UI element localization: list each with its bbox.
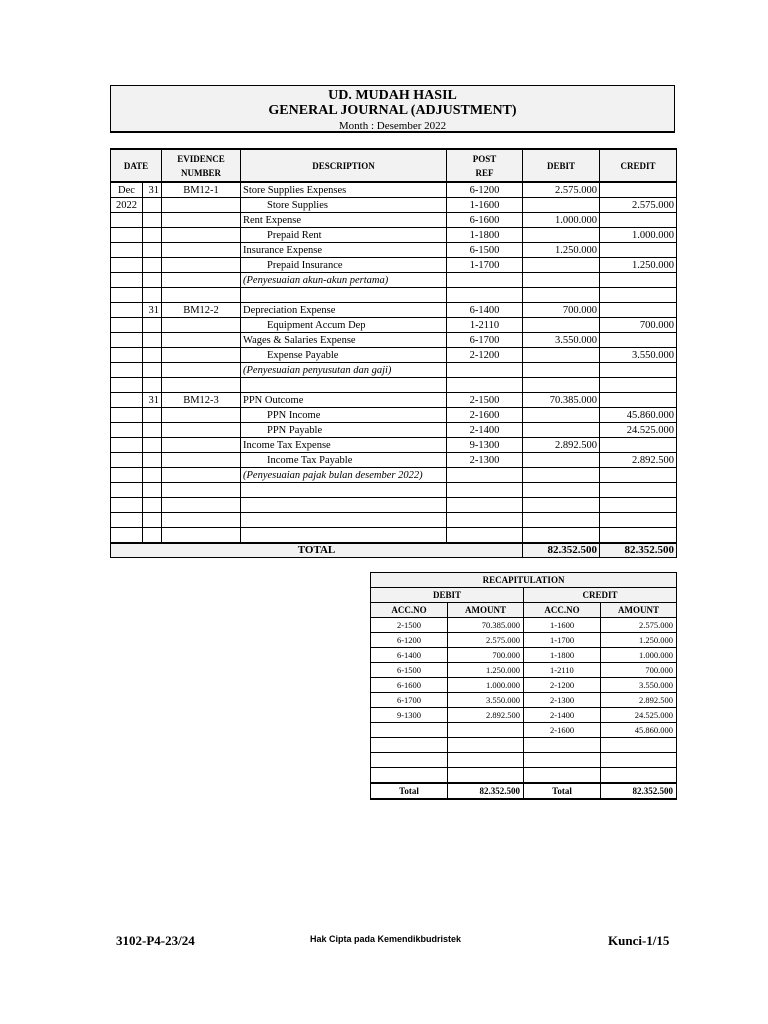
journal-row	[111, 438, 677, 453]
journal-description: Expense Payable	[241, 348, 447, 363]
recap-total-credit: 82.352.500	[601, 783, 677, 799]
journal-post-ref: 6-1400	[447, 303, 523, 318]
journal-credit: 3.550.000	[600, 348, 677, 363]
journal-credit	[600, 513, 677, 528]
journal-debit	[523, 528, 600, 544]
journal-date-month	[111, 228, 143, 243]
recap-debit-acc: 6-1400	[371, 648, 448, 663]
journal-date-month	[111, 333, 143, 348]
journal-description: Equipment Accum Dep	[241, 318, 447, 333]
journal-post-ref: 1-1700	[447, 258, 523, 273]
journal-description: PPN Payable	[241, 423, 447, 438]
journal-evidence	[162, 228, 241, 243]
journal-date-month	[111, 288, 143, 303]
journal-total-row	[111, 543, 677, 558]
journal-description: Insurance Expense	[241, 243, 447, 258]
journal-description	[241, 498, 447, 513]
journal-debit: 3.550.000	[523, 333, 600, 348]
journal-date-day	[143, 363, 162, 378]
journal-credit	[600, 378, 677, 393]
journal-date-month	[111, 453, 143, 468]
journal-evidence	[162, 498, 241, 513]
journal-post-ref	[447, 378, 523, 393]
recap-row	[371, 738, 677, 753]
recap-debit-header: DEBIT	[371, 588, 524, 603]
journal-post-ref: 2-1500	[447, 393, 523, 408]
recap-row	[371, 708, 677, 723]
journal-date-month	[111, 318, 143, 333]
recap-row	[371, 693, 677, 708]
journal-post-ref: 6-1600	[447, 213, 523, 228]
recap-credit-amount: 1.250.000	[601, 633, 677, 648]
recap-row	[371, 618, 677, 633]
journal-description: PPN Outcome	[241, 393, 447, 408]
journal-evidence	[162, 288, 241, 303]
journal-credit: 2.892.500	[600, 453, 677, 468]
journal-credit: 1.000.000	[600, 228, 677, 243]
journal-evidence	[162, 513, 241, 528]
journal-row	[111, 303, 677, 318]
journal-post-ref	[447, 468, 523, 483]
journal-credit	[600, 438, 677, 453]
journal-description: Depreciation Expense	[241, 303, 447, 318]
journal-row	[111, 198, 677, 213]
journal-date-day	[143, 258, 162, 273]
journal-row	[111, 498, 677, 513]
journal-row	[111, 513, 677, 528]
recap-debit-amount: 70.385.000	[448, 618, 524, 633]
journal-description: Store Supplies Expenses	[241, 182, 447, 198]
recap-credit-amount: 2.892.500	[601, 693, 677, 708]
journal-row	[111, 453, 677, 468]
copyright-text: Hak Cipta pada Kemendikbudristek	[310, 934, 462, 944]
recap-credit-acc: 2-1400	[524, 708, 601, 723]
journal-credit: 45.860.000	[600, 408, 677, 423]
journal-credit: 24.525.000	[600, 423, 677, 438]
journal-evidence	[162, 438, 241, 453]
journal-row	[111, 182, 677, 198]
journal-debit: 1.250.000	[523, 243, 600, 258]
journal-date-day	[143, 453, 162, 468]
recap-debit-amount: 2.575.000	[448, 633, 524, 648]
journal-description	[241, 513, 447, 528]
company-name: UD. MUDAH HASIL	[328, 88, 457, 103]
journal-row	[111, 258, 677, 273]
journal-post-ref: 9-1300	[447, 438, 523, 453]
journal-row	[111, 273, 677, 288]
recap-debit-amount-header: AMOUNT	[448, 603, 524, 618]
general-journal-table	[110, 148, 677, 558]
journal-evidence	[162, 348, 241, 363]
journal-date-day	[143, 408, 162, 423]
journal-post-ref: 1-2110	[447, 318, 523, 333]
journal-description	[241, 483, 447, 498]
journal-row	[111, 333, 677, 348]
journal-header	[110, 85, 675, 133]
journal-evidence	[162, 213, 241, 228]
recap-credit-amount: 700.000	[601, 663, 677, 678]
recap-credit-amount	[601, 738, 677, 753]
journal-debit	[523, 453, 600, 468]
recap-credit-amount-header: AMOUNT	[601, 603, 677, 618]
document-code: 3102-P4-23/24	[116, 933, 195, 948]
journal-description: Wages & Salaries Expense	[241, 333, 447, 348]
recap-total-row	[371, 783, 677, 799]
journal-row	[111, 468, 677, 483]
recap-title: RECAPITULATION	[371, 573, 677, 588]
journal-date-day	[143, 348, 162, 363]
journal-date-day	[143, 423, 162, 438]
journal-date-month	[111, 363, 143, 378]
journal-debit	[523, 198, 600, 213]
journal-credit	[600, 213, 677, 228]
journal-evidence	[162, 423, 241, 438]
recap-total-label: Total	[371, 783, 448, 799]
recap-debit-acc: 6-1700	[371, 693, 448, 708]
journal-date-day	[143, 288, 162, 303]
col-date: DATE	[111, 149, 162, 182]
journal-debit: 700.000	[523, 303, 600, 318]
journal-row	[111, 393, 677, 408]
journal-debit	[523, 468, 600, 483]
recap-debit-amount: 2.892.500	[448, 708, 524, 723]
journal-header-row	[111, 149, 677, 182]
recap-credit-amount: 2.575.000	[601, 618, 677, 633]
total-debit: 82.352.500	[523, 543, 600, 558]
recap-row	[371, 663, 677, 678]
recap-debit-amount	[448, 723, 524, 738]
journal-credit	[600, 182, 677, 198]
recap-credit-amount: 3.550.000	[601, 678, 677, 693]
journal-date-month	[111, 408, 143, 423]
journal-month: Month : Desember 2022	[338, 120, 447, 132]
journal-evidence	[162, 408, 241, 423]
journal-description: (Penyesuaian pajak bulan desember 2022)	[241, 468, 447, 483]
recap-credit-acc	[524, 738, 601, 753]
journal-post-ref: 6-1500	[447, 243, 523, 258]
journal-post-ref	[447, 288, 523, 303]
journal-post-ref: 2-1600	[447, 408, 523, 423]
journal-date-day	[143, 273, 162, 288]
col-credit: CREDIT	[600, 149, 677, 182]
journal-post-ref: 6-1200	[447, 182, 523, 198]
journal-credit	[600, 303, 677, 318]
journal-description: Prepaid Insurance	[241, 258, 447, 273]
journal-description	[241, 378, 447, 393]
journal-date-day	[143, 528, 162, 544]
journal-date-day	[143, 513, 162, 528]
journal-date-day	[143, 318, 162, 333]
journal-date-month	[111, 348, 143, 363]
journal-row	[111, 528, 677, 544]
journal-row	[111, 483, 677, 498]
journal-date-month	[111, 243, 143, 258]
journal-debit	[523, 498, 600, 513]
journal-post-ref: 2-1300	[447, 453, 523, 468]
journal-post-ref: 6-1700	[447, 333, 523, 348]
journal-date-day: 31	[143, 393, 162, 408]
journal-evidence	[162, 333, 241, 348]
recap-debit-acc: 6-1200	[371, 633, 448, 648]
journal-date-day: 31	[143, 182, 162, 198]
journal-date-month: Dec	[111, 182, 143, 198]
journal-credit	[600, 288, 677, 303]
journal-post-ref	[447, 483, 523, 498]
journal-debit	[523, 348, 600, 363]
journal-credit	[600, 273, 677, 288]
journal-credit	[600, 468, 677, 483]
journal-evidence	[162, 198, 241, 213]
recap-credit-amount	[601, 768, 677, 784]
journal-row	[111, 213, 677, 228]
journal-debit: 2.892.500	[523, 438, 600, 453]
journal-date-day	[143, 498, 162, 513]
journal-description: PPN Income	[241, 408, 447, 423]
journal-credit	[600, 363, 677, 378]
journal-date-day	[143, 378, 162, 393]
journal-evidence: BM12-1	[162, 182, 241, 198]
recap-debit-acc	[371, 753, 448, 768]
journal-row	[111, 423, 677, 438]
journal-debit	[523, 378, 600, 393]
recap-debit-acc	[371, 738, 448, 753]
journal-credit	[600, 333, 677, 348]
journal-credit	[600, 483, 677, 498]
recap-debit-acc: 9-1300	[371, 708, 448, 723]
recap-credit-acc	[524, 768, 601, 784]
journal-debit	[523, 513, 600, 528]
col-evidence: EVIDENCE NUMBER	[162, 149, 241, 182]
journal-debit	[523, 408, 600, 423]
col-description: DESCRIPTION	[241, 149, 447, 182]
journal-description: Income Tax Expense	[241, 438, 447, 453]
recap-debit-amount: 1.250.000	[448, 663, 524, 678]
recap-row	[371, 723, 677, 738]
journal-credit	[600, 393, 677, 408]
journal-post-ref: 1-1800	[447, 228, 523, 243]
recap-credit-acc: 1-2110	[524, 663, 601, 678]
journal-evidence	[162, 363, 241, 378]
recap-debit-acc	[371, 768, 448, 784]
recap-credit-acc: 1-1600	[524, 618, 601, 633]
recap-credit-amount: 1.000.000	[601, 648, 677, 663]
recap-credit-amount: 45.860.000	[601, 723, 677, 738]
journal-date-month	[111, 483, 143, 498]
recap-total-label: Total	[524, 783, 601, 799]
recap-debit-acc-header: ACC.NO	[371, 603, 448, 618]
journal-date-month	[111, 438, 143, 453]
journal-row	[111, 408, 677, 423]
recap-credit-acc: 1-1700	[524, 633, 601, 648]
recap-credit-acc-header: ACC.NO	[524, 603, 601, 618]
recap-debit-acc: 6-1500	[371, 663, 448, 678]
journal-debit	[523, 483, 600, 498]
journal-row	[111, 228, 677, 243]
journal-description: (Penyesuaian penyusutan dan gaji)	[241, 363, 447, 378]
journal-date-day	[143, 438, 162, 453]
journal-post-ref	[447, 273, 523, 288]
journal-description: (Penyesuaian akun-akun pertama)	[241, 273, 447, 288]
journal-date-day	[143, 243, 162, 258]
journal-row	[111, 243, 677, 258]
journal-post-ref	[447, 498, 523, 513]
journal-date-month	[111, 273, 143, 288]
journal-post-ref	[447, 528, 523, 544]
journal-date-day: 31	[143, 303, 162, 318]
journal-evidence	[162, 318, 241, 333]
journal-row	[111, 378, 677, 393]
journal-debit	[523, 363, 600, 378]
journal-evidence	[162, 378, 241, 393]
col-post-ref: POST REF	[447, 149, 523, 182]
journal-evidence	[162, 528, 241, 544]
journal-debit	[523, 423, 600, 438]
recap-debit-amount	[448, 753, 524, 768]
journal-description: Income Tax Payable	[241, 453, 447, 468]
journal-debit	[523, 288, 600, 303]
journal-evidence	[162, 273, 241, 288]
journal-evidence	[162, 453, 241, 468]
recap-credit-header: CREDIT	[524, 588, 677, 603]
journal-evidence: BM12-2	[162, 303, 241, 318]
journal-row	[111, 348, 677, 363]
journal-title: GENERAL JOURNAL (ADJUSTMENT)	[268, 103, 517, 118]
recap-credit-acc: 1-1800	[524, 648, 601, 663]
journal-date-day	[143, 468, 162, 483]
journal-date-month	[111, 303, 143, 318]
journal-debit: 1.000.000	[523, 213, 600, 228]
journal-date-month	[111, 498, 143, 513]
journal-evidence	[162, 468, 241, 483]
recapitulation-table	[370, 572, 677, 800]
recap-credit-acc: 2-1200	[524, 678, 601, 693]
recap-row	[371, 648, 677, 663]
recap-debit-amount: 1.000.000	[448, 678, 524, 693]
journal-post-ref: 2-1400	[447, 423, 523, 438]
recap-credit-amount: 24.525.000	[601, 708, 677, 723]
journal-date-month	[111, 423, 143, 438]
journal-description: Prepaid Rent	[241, 228, 447, 243]
journal-credit: 1.250.000	[600, 258, 677, 273]
journal-credit: 2.575.000	[600, 198, 677, 213]
journal-credit	[600, 243, 677, 258]
journal-row	[111, 318, 677, 333]
journal-date-day	[143, 213, 162, 228]
recap-debit-acc	[371, 723, 448, 738]
journal-date-month	[111, 378, 143, 393]
journal-description	[241, 288, 447, 303]
total-credit: 82.352.500	[600, 543, 677, 558]
journal-date-month	[111, 393, 143, 408]
journal-debit	[523, 228, 600, 243]
recap-credit-acc	[524, 753, 601, 768]
recap-row	[371, 633, 677, 648]
journal-description: Store Supplies	[241, 198, 447, 213]
recap-debit-amount	[448, 738, 524, 753]
journal-debit: 70.385.000	[523, 393, 600, 408]
journal-description: Rent Expense	[241, 213, 447, 228]
journal-date-month	[111, 468, 143, 483]
journal-post-ref	[447, 513, 523, 528]
journal-post-ref: 1-1600	[447, 198, 523, 213]
journal-date-day	[143, 483, 162, 498]
journal-date-month	[111, 213, 143, 228]
recap-debit-amount: 3.550.000	[448, 693, 524, 708]
col-debit: DEBIT	[523, 149, 600, 182]
journal-post-ref: 2-1200	[447, 348, 523, 363]
journal-description	[241, 528, 447, 544]
recap-row	[371, 678, 677, 693]
journal-row	[111, 363, 677, 378]
journal-credit	[600, 528, 677, 544]
recap-debit-acc: 2-1500	[371, 618, 448, 633]
journal-credit	[600, 498, 677, 513]
recap-credit-amount	[601, 753, 677, 768]
journal-date-month: 2022	[111, 198, 143, 213]
recap-debit-acc: 6-1600	[371, 678, 448, 693]
journal-evidence	[162, 483, 241, 498]
recap-debit-amount: 700.000	[448, 648, 524, 663]
journal-credit: 700.000	[600, 318, 677, 333]
journal-post-ref	[447, 363, 523, 378]
journal-date-day	[143, 198, 162, 213]
journal-date-month	[111, 513, 143, 528]
journal-date-month	[111, 258, 143, 273]
journal-debit: 2.575.000	[523, 182, 600, 198]
journal-evidence	[162, 243, 241, 258]
journal-debit	[523, 258, 600, 273]
journal-debit	[523, 318, 600, 333]
page-number: Kunci-1/15	[608, 933, 670, 948]
recap-row	[371, 768, 677, 784]
journal-debit	[523, 273, 600, 288]
journal-date-month	[111, 528, 143, 544]
journal-date-day	[143, 333, 162, 348]
journal-date-day	[143, 228, 162, 243]
recap-debit-amount	[448, 768, 524, 784]
journal-row	[111, 288, 677, 303]
recap-total-debit: 82.352.500	[448, 783, 524, 799]
recap-row	[371, 753, 677, 768]
total-label: TOTAL	[111, 543, 523, 558]
journal-evidence	[162, 258, 241, 273]
recap-credit-acc: 2-1300	[524, 693, 601, 708]
journal-evidence: BM12-3	[162, 393, 241, 408]
recap-credit-acc: 2-1600	[524, 723, 601, 738]
